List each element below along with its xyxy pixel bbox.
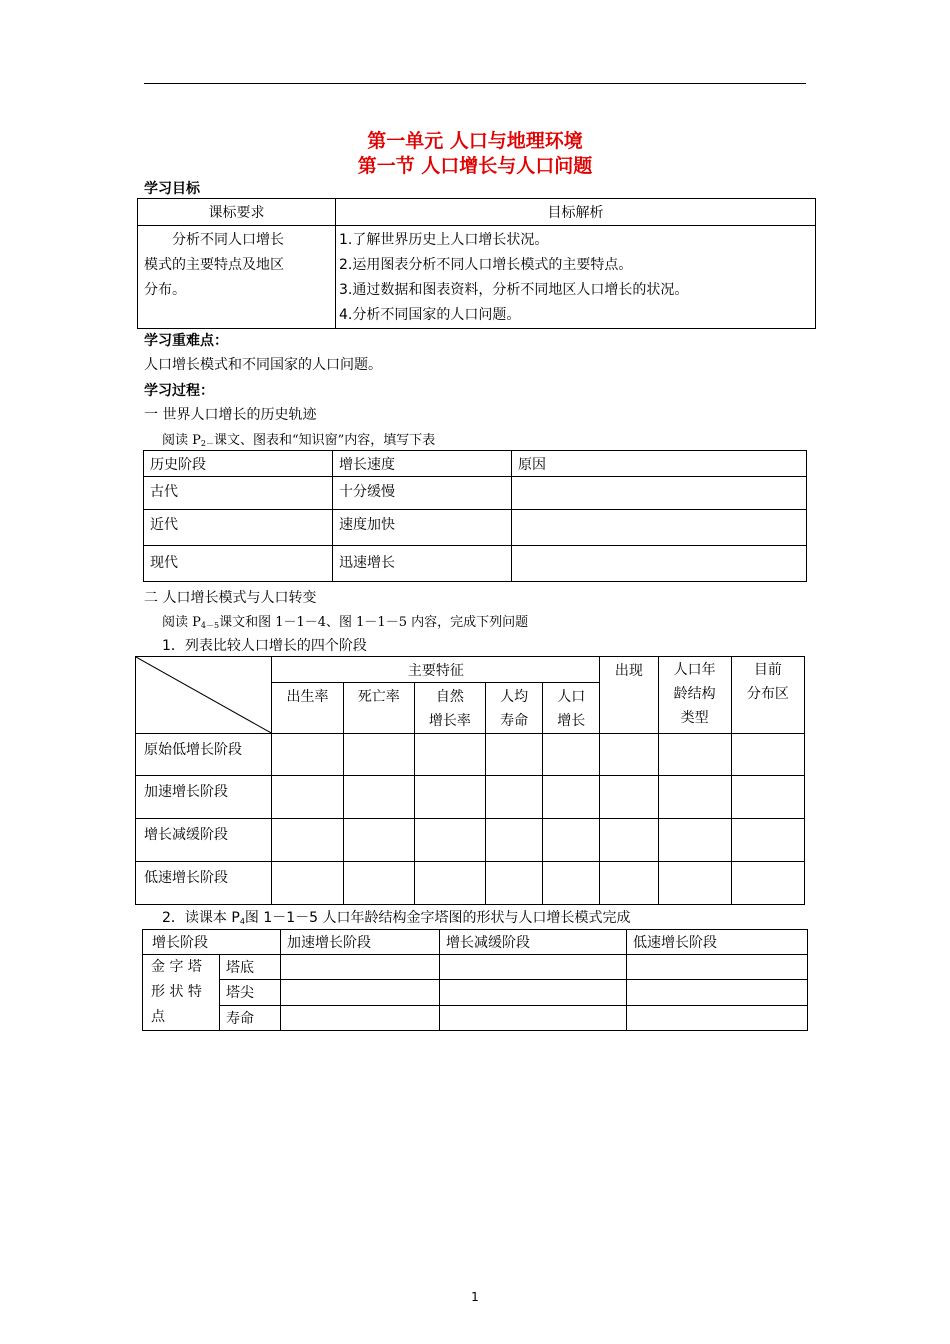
history-header: 原因	[512, 451, 807, 477]
diagonal-line	[136, 657, 273, 734]
table-row: 现代 迅速增长	[144, 546, 807, 582]
history-header: 历史阶段	[144, 451, 333, 477]
page-number: 1	[471, 1290, 479, 1304]
goal-item: 1.了解世界历史上人口增长状况。	[339, 232, 549, 248]
section2-title: 二 人口增长模式与人口转变	[144, 590, 317, 606]
diagonal-header-cell	[136, 657, 272, 734]
goals-requirement: 分析不同人口增长 模式的主要特点及地区 分布。	[138, 226, 336, 329]
question-2: 2．读课本 $P_4$图 1－1－5 人口年龄结构金字塔图的形状与人口增长模式完成	[162, 910, 631, 926]
goal-item: 2.运用图表分析不同人口增长模式的主要特点。	[339, 257, 633, 273]
section1-title: 一 世界人口增长的历史轨迹	[144, 407, 317, 423]
stage-label: 加速增长阶段	[136, 776, 272, 819]
stage-label: 原始低增长阶段	[136, 734, 272, 776]
appear-header: 出现	[600, 657, 658, 734]
header-rule	[144, 83, 806, 84]
pyramid-header: 增长阶段	[143, 930, 281, 955]
table-row	[136, 862, 805, 905]
section1-instruction: 阅读 $P_{2-}$课文、图表和“知识窗”内容，填写下表	[162, 433, 436, 448]
table-row	[136, 819, 805, 862]
goals-items	[336, 226, 816, 329]
keypoints-text: 人口增长模式和不同国家的人口问题。	[144, 357, 382, 373]
pyramid-table	[142, 929, 808, 1031]
history-table	[143, 450, 807, 582]
pyramid-shape-label: 金 字 塔 形 状 特 点	[143, 955, 220, 1031]
question-1: 1．列表比较人口增长的四个阶段	[162, 638, 367, 654]
goals-table	[137, 198, 816, 329]
main-feature-header: 主要特征	[272, 657, 600, 683]
distribution-header: 目前 分布区	[731, 657, 804, 734]
stage-label: 增长减缓阶段	[136, 819, 272, 862]
unit-title: 第一单元 人口与地理环境	[367, 130, 583, 152]
section2-instruction: 阅读 $P_{4-5}$课文和图 1－1－4、图 1－1－5 内容，完成下列问题	[162, 615, 529, 630]
pyramid-header: 低速增长阶段	[627, 930, 808, 955]
feature-subheader: 出生率	[272, 683, 343, 734]
section-title: 第一节 人口增长与人口问题	[357, 155, 593, 177]
goals-col1: 课标要求	[138, 199, 336, 226]
table-row: 古代 十分缓慢	[144, 477, 807, 510]
feature-subheader: 自然 增长率	[414, 683, 485, 734]
pyramid-header: 加速增长阶段	[281, 930, 440, 955]
stages-table	[135, 656, 805, 905]
goal-item: 3.通过数据和图表资料，分析不同地区人口增长的状况。	[339, 282, 689, 298]
table-row	[136, 776, 805, 819]
feature-subheader: 人口 增长	[543, 683, 600, 734]
goals-heading: 学习目标	[144, 181, 200, 197]
keypoints-heading: 学习重难点：	[144, 333, 228, 349]
goals-col2: 目标解析	[336, 199, 816, 226]
pyramid-row-label: 塔尖	[220, 980, 281, 1005]
table-row	[136, 734, 805, 776]
feature-subheader: 死亡率	[343, 683, 414, 734]
pyramid-header: 增长减缓阶段	[440, 930, 627, 955]
history-header: 增长速度	[333, 451, 512, 477]
goal-item: 4.分析不同国家的人口问题。	[339, 307, 521, 323]
pyramid-row-label: 寿命	[220, 1005, 281, 1030]
feature-subheader: 人均 寿命	[486, 683, 543, 734]
age-structure-header: 人口年 龄结构 类型	[658, 657, 731, 734]
stage-label: 低速增长阶段	[136, 862, 272, 905]
table-row: 近代 速度加快	[144, 510, 807, 546]
pyramid-row-label: 塔底	[220, 955, 281, 980]
process-heading: 学习过程：	[144, 383, 214, 399]
